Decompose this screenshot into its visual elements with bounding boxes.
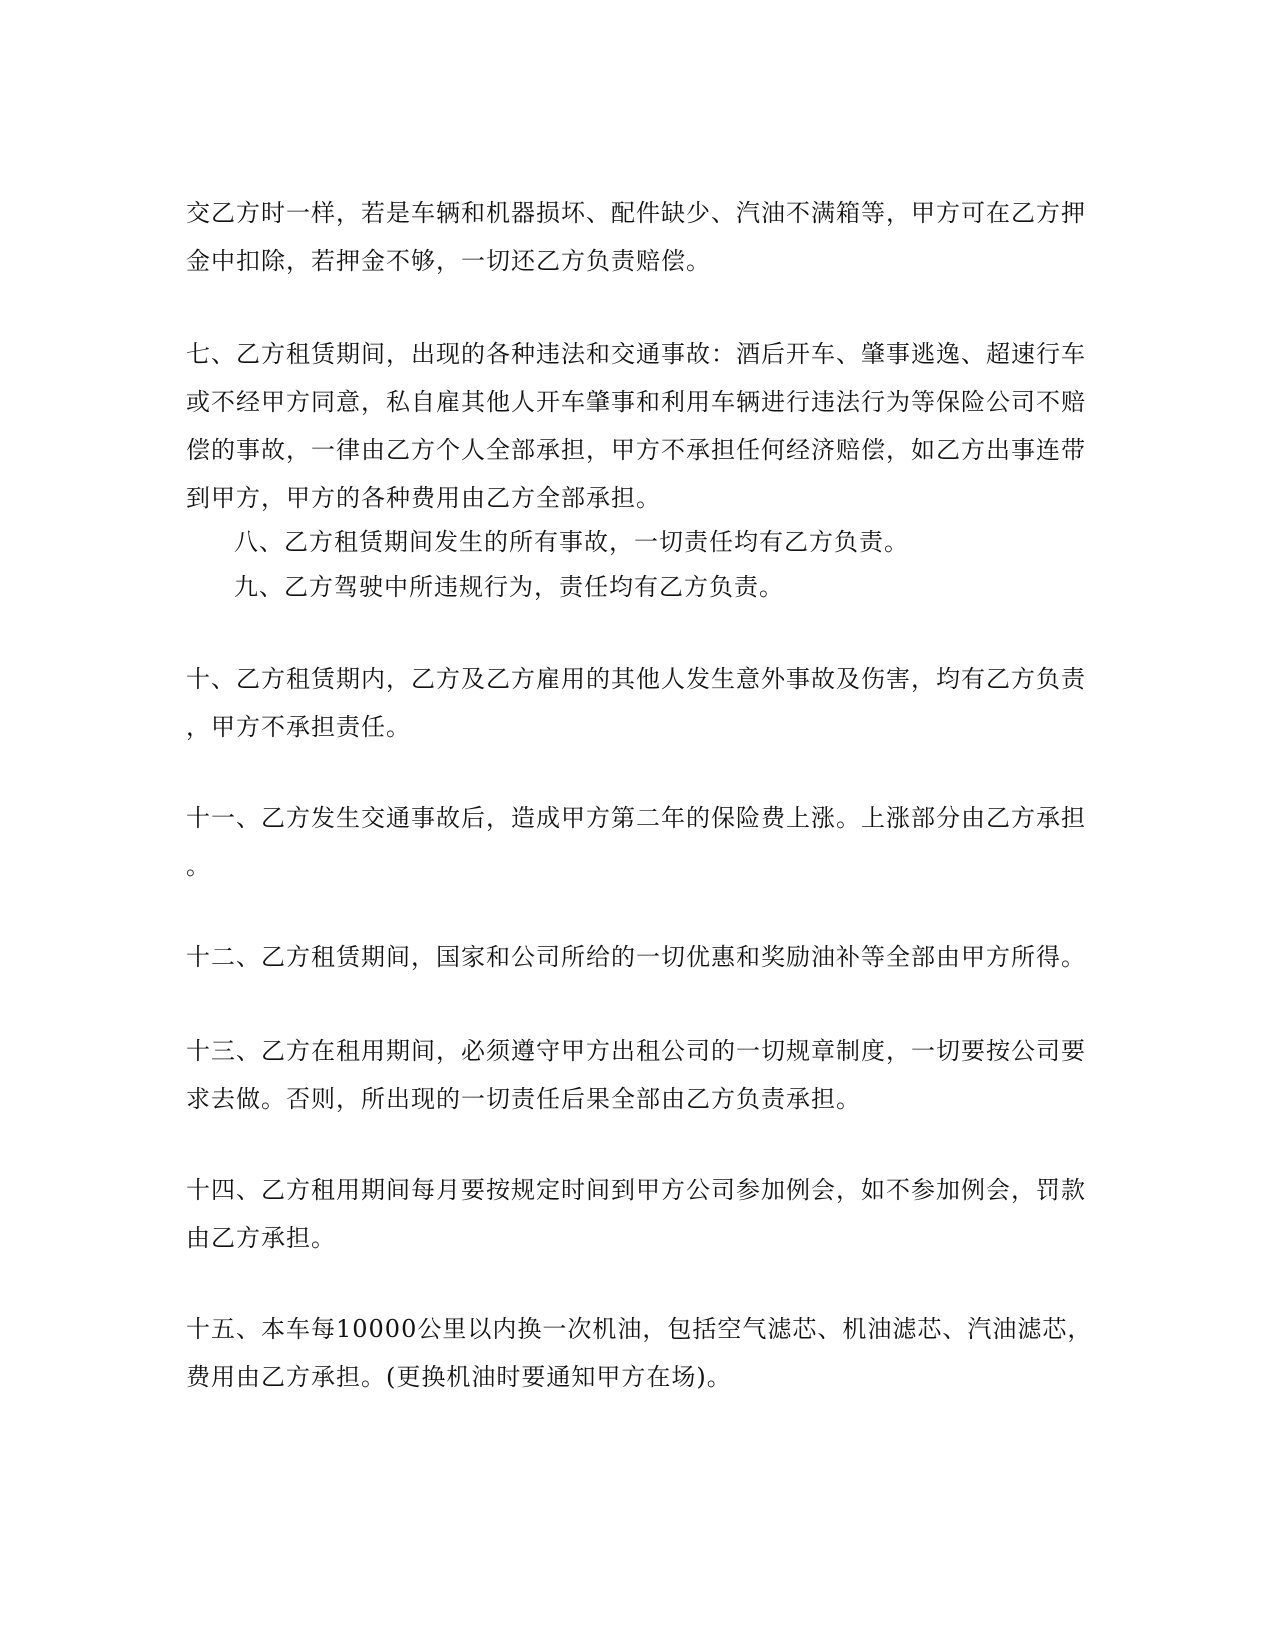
paragraph-line: 交乙方时一样，若是车辆和机器损坏、配件缺少、汽油不满箱等，甲方可在乙方押 [186, 199, 1086, 227]
paragraph-line: 由乙方承担。 [186, 1224, 336, 1252]
paragraph-line: 或不经甲方同意，私自雇其他人开车肇事和利用车辆进行违法行为等保险公司不赔 [186, 388, 1086, 416]
paragraph-line: ，甲方不承担责任。 [186, 713, 411, 741]
paragraph-line: 金中扣除，若押金不够，一切还乙方负责赔偿。 [186, 247, 711, 275]
paragraph-continued [186, 189, 1086, 285]
paragraph-line: 七、乙方租赁期间，出现的各种违法和交通事故：酒后开车、肇事逃逸、超速行车 [186, 340, 1086, 368]
clause-10 [186, 655, 1086, 751]
paragraph-line: 到甲方，甲方的各种费用由乙方全部承担。 [186, 484, 661, 512]
paragraph-line: 费用由乙方承担。(更换机油时要通知甲方在场)。 [186, 1363, 732, 1391]
paragraph-line: 十、乙方租赁期内，乙方及乙方雇用的其他人发生意外事故及伤害，均有乙方负责 [186, 665, 1086, 693]
paragraph-line: 十四、乙方租用期间每月要按规定时间到甲方公司参加例会，如不参加例会，罚款 [186, 1176, 1086, 1204]
clause-8 [186, 518, 1134, 566]
paragraph-line: 。 [186, 852, 211, 880]
paragraph-line: 八、乙方租赁期间发生的所有事故，一切责任均有乙方负责。 [234, 528, 909, 556]
paragraph-line: 十五、本车每10000公里以内换一次机油，包括空气滤芯、机油滤芯、汽油滤芯， [186, 1315, 1093, 1343]
paragraph-line: 求去做。否则，所出现的一切责任后果全部由乙方负责承担。 [186, 1085, 861, 1113]
clause-7 [186, 330, 1086, 522]
paragraph-line: 偿的事故，一律由乙方个人全部承担，甲方不承担任何经济赔偿，如乙方出事连带 [186, 436, 1086, 464]
paragraph-line: 十二、乙方租赁期间，国家和公司所给的一切优惠和奖励油补等全部由甲方所得。 [186, 943, 1086, 971]
paragraph-line: 十三、乙方在租用期间，必须遵守甲方出租公司的一切规章制度，一切要按公司要 [186, 1037, 1086, 1065]
clause-14 [186, 1166, 1086, 1262]
clause-13 [186, 1027, 1086, 1123]
clause-12 [186, 933, 1086, 981]
clause-11 [186, 794, 1086, 890]
clause-9 [186, 563, 1134, 611]
paragraph-line: 十一、乙方发生交通事故后，造成甲方第二年的保险费上涨。上涨部分由乙方承担 [186, 804, 1086, 832]
paragraph-line: 九、乙方驾驶中所违规行为，责任均有乙方负责。 [234, 573, 784, 601]
clause-15 [186, 1305, 1093, 1401]
